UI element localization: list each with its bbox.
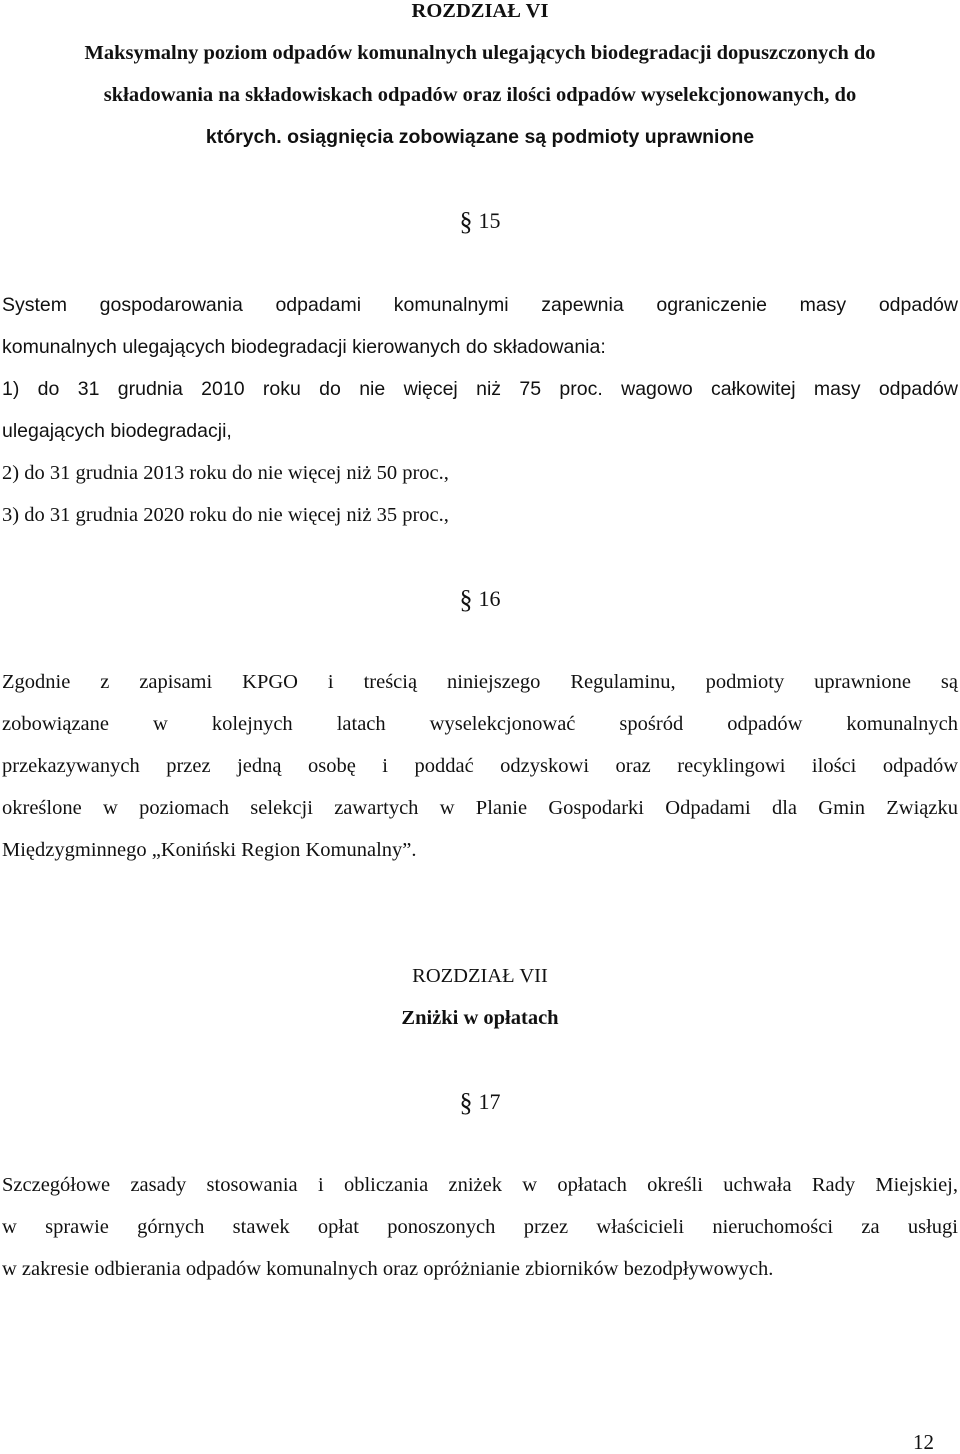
paragraph-line: w sprawie górnych stawek opłat ponoszonych przez właścicieli nieruchomości za usługi [2,1216,958,1238]
section-16-body [2,661,958,871]
chapter-6-heading-text: ROZDZIAŁ VI [411,0,549,22]
section-number: 15 [478,208,501,233]
page-number: 12 [913,1430,934,1454]
paragraph-line: zobowiązane w kolejnych latach wyselekcjonować spośród odpadów komunalnych [2,713,958,735]
chapter-6-title-line: których. osiągnięcia zobowiązane są podmioty uprawnione [205,126,755,148]
chapter-7-heading [2,955,958,997]
chapter-7-heading-text: ROZDZIAŁ VII [412,965,548,987]
section-number: 17 [478,1089,501,1114]
list-item: 2) do 31 grudnia 2013 roku do nie więcej niż 50 proc., [2,462,449,484]
section-15-marker [0,206,960,237]
list-item-line: 1) do 31 grudnia 2010 roku do nie więcej niż 75 proc. wagowo całkowitej masy odpadów [2,378,958,400]
chapter-6-title-line: składowania na składowiskach odpadów oraz ilości odpadów wyselekcjonowanych, do [103,84,857,106]
section-15-body [2,284,958,536]
chapter-7-title [2,997,958,1039]
chapter-6-heading [2,0,958,32]
list-item: 3) do 31 grudnia 2020 roku do nie więcej niż 35 proc., [2,504,449,526]
paragraph-line: Szczegółowe zasady stosowania i obliczania zniżek w opłatach określi uchwała Rady Miejskiej, [2,1174,958,1196]
section-16-marker [0,584,960,615]
chapter-6-title [2,32,958,158]
section-17-marker [0,1087,960,1118]
paragraph-line: System gospodarowania odpadami komunalnymi zapewnia ograniczenie masy odpadów [2,294,958,316]
section-number: 16 [478,586,501,611]
paragraph-line: przekazywanych przez jedną osobę i poddać odzyskowi oraz recyklingowi ilości odpadów [2,755,958,777]
list-item-line: ulegających biodegradacji, [2,420,232,442]
paragraph-line: w zakresie odbierania odpadów komunalnych oraz opróżnianie zbiorników bezodpływowych. [2,1258,774,1280]
paragraph-line: komunalnych ulegających biodegradacji kierowanych do składowania: [2,336,606,358]
section-17-body [2,1164,958,1290]
paragraph-line: określone w poziomach selekcji zawartych w Planie Gospodarki Odpadami dla Gmin Związku [2,797,958,819]
section-sign-glyph: § [459,1088,473,1117]
section-sign-glyph: § [459,585,473,614]
section-sign-glyph: § [459,207,473,236]
chapter-7-title-text: Zniżki w opłatach [401,1007,559,1029]
chapter-6-title-line: Maksymalny poziom odpadów komunalnych ulegających biodegradacji dopuszczonych do [84,42,876,64]
paragraph-line: Międzygminnego „Koniński Region Komunalny”. [2,839,417,861]
paragraph-line: Zgodnie z zapisami KPGO i treścią niniejszego Regulaminu, podmioty uprawnione są [2,671,958,693]
